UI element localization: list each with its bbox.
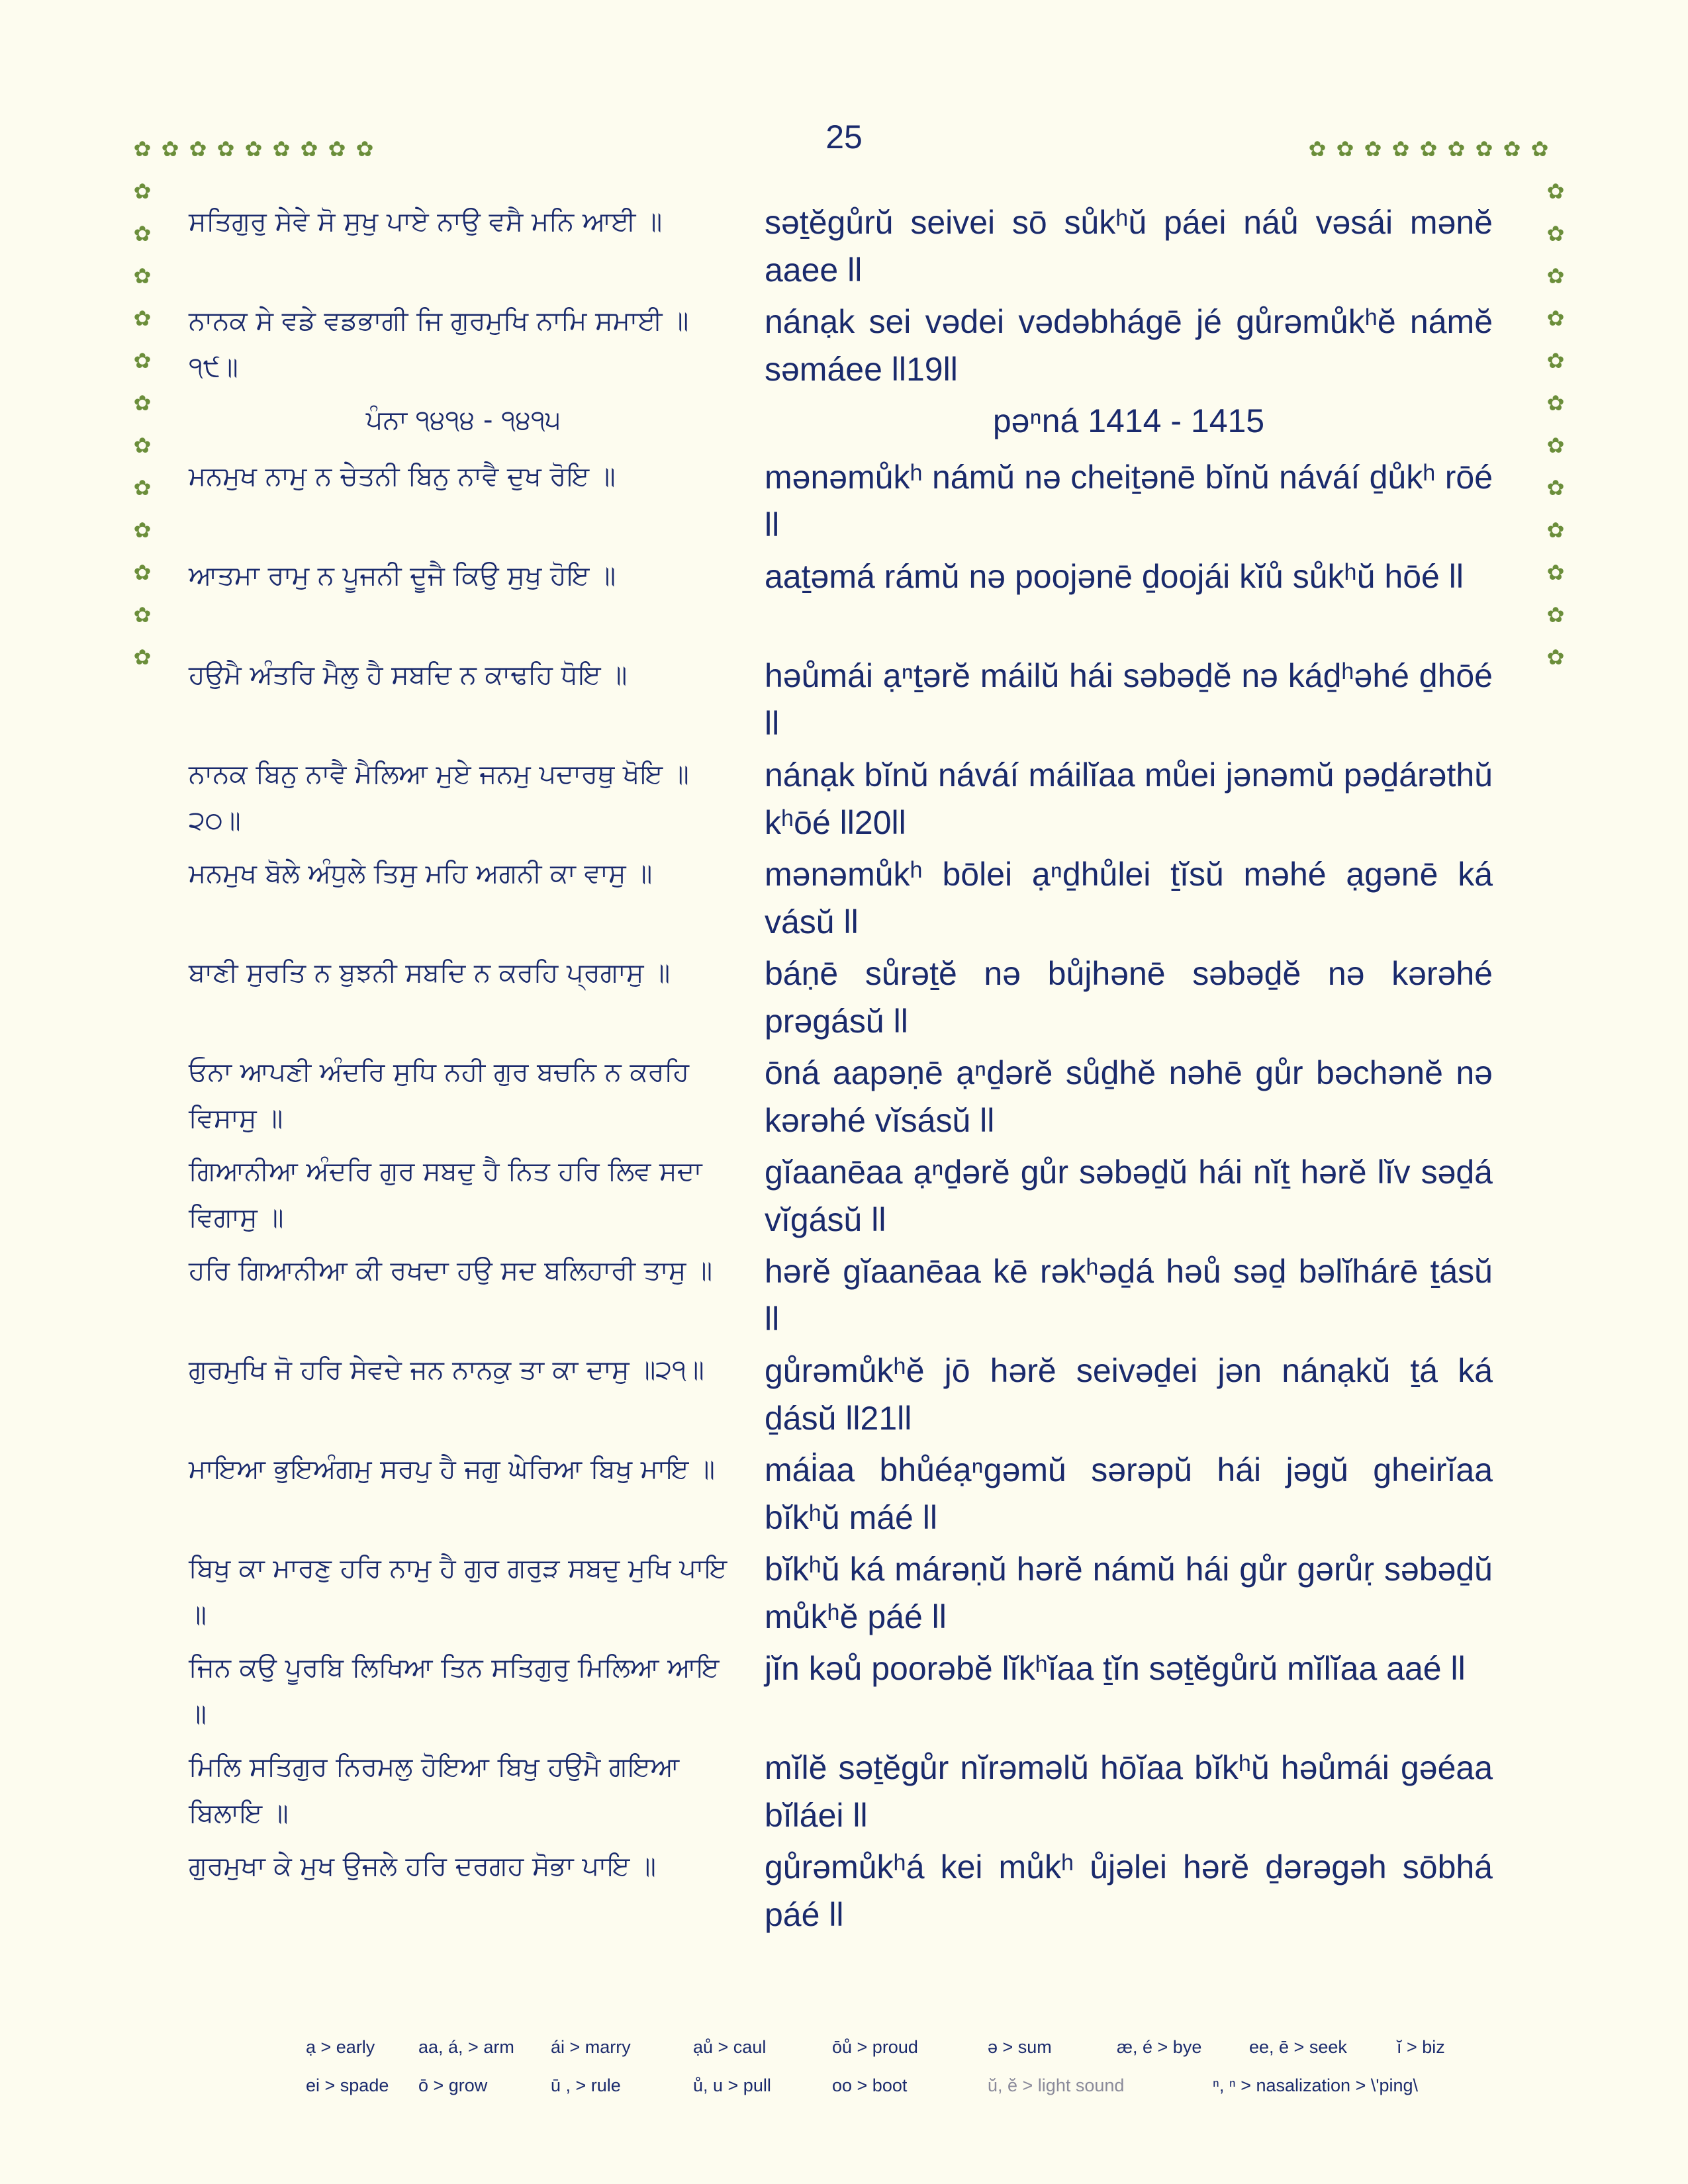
- flower-icon: ✿: [300, 136, 318, 161]
- flower-icon: ✿: [133, 390, 152, 416]
- legend-item: ái > marry: [551, 2037, 631, 2057]
- flower-icon: ✿: [133, 602, 152, 627]
- gurmukhi-line: ਗੁਰਮੁਖਾ ਕੇ ਮੁਖ ਉਜਲੇ ਹਰਿ ਦਰਗਹ ਸੋਭਾ ਪਾਇ ॥: [189, 1851, 656, 1882]
- legend-item: ee, ē > seek: [1249, 2037, 1347, 2057]
- transliteration-line: mái̇aa bhůéạⁿgəmŭ sərəpŭ hái jəgŭ gheirĭaa bĭkʰŭ máé ll: [765, 1451, 1493, 1536]
- flower-icon: ✿: [133, 263, 152, 289]
- legend-row: [306, 2037, 1497, 2075]
- legend-item: ạů > caul: [693, 2037, 767, 2057]
- gurmukhi-line: ਮਨਮੁਖ ਨਾਮੁ ਨ ਚੇਤਨੀ ਬਿਨੁ ਨਾਵੈ ਦੁਖ ਰੋਇ ॥: [189, 461, 616, 492]
- flower-icon: ✿: [133, 560, 152, 585]
- flower-icon: ✿: [1546, 306, 1565, 331]
- flower-icon: ✿: [1546, 390, 1565, 416]
- flower-icon: ✿: [1364, 136, 1382, 161]
- flower-icon: ✿: [1475, 136, 1493, 161]
- legend-item: ạ > early: [306, 2037, 375, 2057]
- flower-icon: ✿: [216, 136, 235, 161]
- flower-icon: ✿: [1546, 221, 1565, 246]
- flower-icon: ✿: [244, 136, 263, 161]
- flower-icon: ✿: [1546, 560, 1565, 585]
- pronunciation-legend: [306, 2037, 1497, 2114]
- flower-icon: ✿: [133, 179, 152, 204]
- gurmukhi-line: ਨਾਨਕ ਬਿਨੁ ਨਾਵੈ ਮੈਲਿਆ ਮੁਏ ਜਨਮੁ ਪਦਾਰਥੁ ਖੋਇ ॥੨੦॥: [189, 759, 689, 836]
- gurmukhi-line: ਹਰਿ ਗਿਆਨੀਆ ਕੀ ਰਖਦਾ ਹਉ ਸਦ ਬਲਿਹਾਰੀ ਤਾਸੁ ॥: [189, 1255, 713, 1286]
- transliteration-line: jĭn kəů poorəbĕ lĭkʰĭaa ṯĭn səṯĕgůrŭ mĭlĭaa aaé ll: [765, 1650, 1466, 1687]
- flower-icon: ✿: [1546, 179, 1565, 204]
- flower-icon: ✿: [133, 518, 152, 543]
- flower-icon: ✿: [355, 136, 374, 161]
- gurmukhi-line: ਨਾਨਕ ਸੇ ਵਡੇ ਵਡਭਾਗੀ ਜਿ ਗੁਰਮੁਖਿ ਨਾਮਿ ਸਮਾਈ ॥੧੯॥: [189, 306, 689, 383]
- legend-item: ů, u > pull: [693, 2075, 771, 2095]
- flower-icon: ✿: [1546, 475, 1565, 500]
- flower-icon: ✿: [1503, 136, 1521, 161]
- flower-icon: ✿: [1546, 263, 1565, 289]
- flower-icon: ✿: [328, 136, 346, 161]
- transliteration-line: mənəmůkʰ bōlei ạⁿḏhůlei ṯĭsŭ məhé ạgənē ká vásŭ ll: [765, 856, 1493, 940]
- transliteration-line: nánạk bĭnŭ náváí máilĭaa můei jənəmŭ pəḏárəthŭ kʰōé ll20ll: [765, 756, 1493, 841]
- legend-row: [306, 2075, 1497, 2114]
- transliteration-line: aaṯəmá rámŭ nə poojənē ḏoojái kĭů sůkʰŭ hōé ll: [765, 558, 1464, 595]
- transliteration-line: həůmái ạⁿṯərĕ máilŭ hái səbəḏĕ nə káḏʰəhé ḏhōé ll: [765, 657, 1493, 742]
- legend-item: ŭ, ĕ > light sound: [988, 2075, 1125, 2095]
- legend-item: ōů > proud: [832, 2037, 918, 2057]
- flower-icon: ✿: [1391, 136, 1410, 161]
- gurmukhi-heading: ਪੰਨਾ ੧੪੧੪ - ੧੪੧੫: [365, 405, 561, 435]
- legend-item: aa, á, > arm: [418, 2037, 514, 2057]
- transliteration-line: səṯĕgůrŭ seivei sō sůkʰŭ páei náů vəsái mənĕ aaee ll: [765, 204, 1493, 289]
- flower-icon: ✿: [133, 475, 152, 500]
- flower-icon: ✿: [133, 348, 152, 373]
- gurmukhi-line: ਬਿਖੁ ਕਾ ਮਾਰਣੁ ਹਰਿ ਨਾਮੁ ਹੈ ਗੁਰ ਗਰੁੜ ਸਬਦੁ ਮੁਖਿ ਪਾਇ ॥: [189, 1553, 727, 1630]
- transliteration-line: mĭlĕ səṯĕgůr nĭrəməlŭ hōĭaa bĭkʰŭ həůmái gəéaa bĭláei ll: [765, 1749, 1493, 1834]
- gurmukhi-line: ਗੁਰਮੁਖਿ ਜੋ ਹਰਿ ਸੇਵਦੇ ਜਨ ਨਾਨਕੁ ਤਾ ਕਾ ਦਾਸੁ ॥੨੧॥: [189, 1355, 704, 1385]
- flower-icon: ✿: [1419, 136, 1438, 161]
- legend-item: ⁿ, ⁿ > nasalization > \'ping\: [1213, 2075, 1419, 2095]
- flower-icon: ✿: [1530, 136, 1549, 161]
- legend-item: ei > spade: [306, 2075, 389, 2095]
- legend-item: ō > grow: [418, 2075, 488, 2095]
- gurmukhi-line: ਬਾਣੀ ਸੁਰਤਿ ਨ ਬੁਝਨੀ ਸਬਦਿ ਨ ਕਰਹਿ ਪ੍ਰਗਾਸੁ ॥: [189, 958, 671, 988]
- flower-icon: ✿: [1546, 602, 1565, 627]
- gurmukhi-line: ਆਤਮਾ ਰਾਮੁ ਨ ਪੂਜਨੀ ਦੂਜੈ ਕਿਉ ਸੁਖੁ ਹੋਇ ॥: [189, 561, 616, 591]
- flower-icon: ✿: [133, 221, 152, 246]
- flower-icon: ✿: [133, 306, 152, 331]
- transliteration-line: mənəmůkʰ námŭ nə cheiṯənē bĭnŭ náváí ḏůkʰ rōé ll: [765, 459, 1493, 543]
- gurmukhi-line: ਮਿਲਿ ਸਤਿਗੁਰ ਨਿਰਮਲੁ ਹੋਇਆ ਬਿਖੁ ਹਉਮੈ ਗਇਆ ਬਿਲਾਇ ॥: [189, 1752, 680, 1829]
- transliteration-heading: pəⁿná 1414 - 1415: [992, 402, 1265, 439]
- page-number: 25: [825, 118, 863, 156]
- gurmukhi-line: ਜਿਨ ਕਉ ਪੂਰਬਿ ਲਿਖਿਆ ਤਿਨ ਸਤਿਗੁਰੁ ਮਿਲਿਆ ਆਇ ॥: [189, 1653, 720, 1729]
- transliteration-line: báṇē sůrəṯĕ nə bůjhənē səbəḏĕ nə kərəhé prəgásŭ ll: [765, 955, 1493, 1040]
- gurmukhi-line: ਮਨਮੁਖ ਬੋਲੇ ਅੰਧੁਲੇ ਤਿਸੁ ਮਹਿ ਅਗਨੀ ਕਾ ਵਾਸੁ ॥: [189, 858, 653, 889]
- legend-item: oo > boot: [832, 2075, 908, 2095]
- flower-icon: ✿: [272, 136, 291, 161]
- flower-icon: ✿: [1546, 433, 1565, 458]
- legend-item: ū , > rule: [551, 2075, 621, 2095]
- flower-icon: ✿: [1546, 518, 1565, 543]
- flower-icon: ✿: [1546, 348, 1565, 373]
- legend-item: æ, é > bye: [1117, 2037, 1202, 2057]
- transliteration-line: hərĕ gĭaanēaa kē rəkʰəḏá həů səḏ bəlĭhárē ṯásŭ ll: [765, 1253, 1493, 1338]
- flower-icon: ✿: [1308, 136, 1327, 161]
- gurmukhi-line: ਹਉਮੈ ਅੰਤਰਿ ਮੈਲੁ ਹੈ ਸਬਦਿ ਨ ਕਾਢਹਿ ਧੋਇ ॥: [189, 660, 628, 690]
- gurmukhi-line: ਓਨਾ ਆਪਣੀ ਅੰਦਰਿ ਸੁਧਿ ਨਹੀ ਗੁਰ ਬਚਨਿ ਨ ਕਰਹਿ ਵਿਸਾਸੁ ॥: [189, 1057, 690, 1134]
- legend-item: ĭ > biz: [1397, 2037, 1445, 2057]
- transliteration-line: nánạk sei vədei vədəbhágē jé gůrəmůkʰĕ námĕ səmáee ll19ll: [765, 303, 1493, 388]
- flower-icon: ✿: [189, 136, 207, 161]
- flower-icon: ✿: [133, 136, 152, 161]
- flower-icon: ✿: [161, 136, 179, 161]
- legend-item: ə > sum: [988, 2037, 1052, 2057]
- gurmukhi-line: ਮਾਇਆ ਭੁਇਅੰਗਮੁ ਸਰਪੁ ਹੈ ਜਗੁ ਘੇਰਿਆ ਬਿਖੁ ਮਾਇ ॥: [189, 1454, 715, 1484]
- gurmukhi-line: ਗਿਆਨੀਆ ਅੰਦਰਿ ਗੁਰ ਸਬਦੁ ਹੈ ਨਿਤ ਹਰਿ ਲਿਵ ਸਦਾ ਵਿਗਾਸੁ ॥: [189, 1156, 702, 1233]
- transliteration-line: gůrəmůkʰá kei můkʰ ůjəlei hərĕ ḏərəgəh sōbhá páé ll: [765, 1848, 1493, 1933]
- flower-icon: ✿: [1336, 136, 1354, 161]
- flower-icon: ✿: [1546, 645, 1565, 670]
- flower-icon: ✿: [1447, 136, 1466, 161]
- transliteration-line: gĭaanēaa ạⁿḏərĕ gůr səbəḏŭ hái nĭṯ hərĕ lĭv səḏá vĭgásŭ ll: [765, 1154, 1493, 1238]
- flower-icon: ✿: [133, 433, 152, 458]
- transliteration-line: ōná aapəṇē ạⁿḏərĕ sůḏhĕ nəhē gůr bəchənĕ nə kərəhé vĭsásŭ ll: [765, 1054, 1493, 1139]
- gurmukhi-line: ਸਤਿਗੁਰੁ ਸੇਵੇ ਸੋ ਸੁਖੁ ਪਾਏ ਨਾਉ ਵਸੈ ਮਨਿ ਆਈ ॥: [189, 206, 663, 237]
- transliteration-line: gůrəmůkʰĕ jō hərĕ seivəḏei jən nánạkŭ ṯá ká ḏásŭ ll21ll: [765, 1352, 1493, 1437]
- flower-icon: ✿: [133, 645, 152, 670]
- transliteration-line: bĭkʰŭ ká márəṇŭ hərĕ námŭ hái gůr gərůṛ səbəḏŭ můkʰĕ páé ll: [765, 1551, 1493, 1635]
